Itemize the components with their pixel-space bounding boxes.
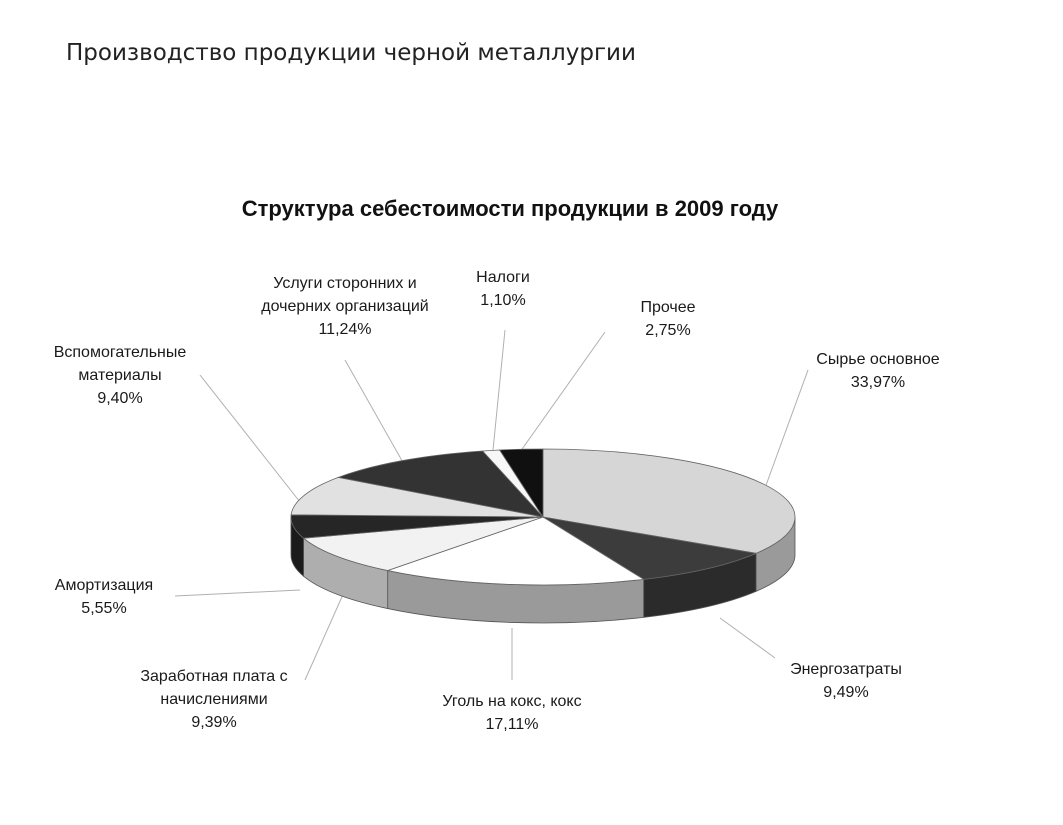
page-heading: Производство продукции черной металлургии xyxy=(66,40,636,66)
leader-line-5 xyxy=(200,375,300,502)
slice-label-name: Энергозатраты xyxy=(790,661,902,678)
slice-label-5 xyxy=(54,341,187,410)
slice-label-name: Амортизация xyxy=(54,577,154,594)
slice-label-value: 9,49% xyxy=(823,684,869,701)
slice-label-value: 11,24% xyxy=(318,321,372,338)
slice-label-value: 1,10% xyxy=(480,292,526,309)
slice-label-name: дочерних организаций xyxy=(261,298,429,315)
slice-label-7 xyxy=(476,266,530,312)
slice-label-0 xyxy=(816,348,939,394)
slice-label-name: Прочее xyxy=(640,299,696,316)
slice-label-name: Вспомогательные xyxy=(53,344,187,361)
slice-label-value: 2,75% xyxy=(645,322,691,339)
leader-line-1 xyxy=(720,618,775,658)
slice-label-name: начислениями xyxy=(160,691,268,708)
slice-label-name: Заработная плата с xyxy=(140,668,288,685)
leader-line-7 xyxy=(493,330,505,450)
slice-label-2 xyxy=(442,690,581,736)
leader-line-6 xyxy=(345,360,405,466)
slice-label-value: 9,40% xyxy=(97,390,143,407)
slice-tops xyxy=(291,449,795,585)
slice-label-value: 17,11% xyxy=(485,716,539,733)
slice-label-name: Сырье основное xyxy=(816,351,940,368)
slice-label-8 xyxy=(640,296,695,342)
slice-label-1 xyxy=(790,658,902,704)
leader-line-4 xyxy=(175,590,300,596)
slice-label-6 xyxy=(261,272,428,341)
slice-label-4 xyxy=(55,574,153,620)
slice-label-name: материалы xyxy=(78,367,162,384)
leader-line-3 xyxy=(305,590,345,680)
chart-title: Структура себестоимости продукции в 2009 году xyxy=(241,196,779,221)
slice-label-name: Налоги xyxy=(476,269,530,286)
leader-line-0 xyxy=(765,370,808,488)
slice-label-3 xyxy=(140,665,287,734)
slice-label-value: 33,97% xyxy=(850,374,906,391)
leader-line-8 xyxy=(520,332,605,452)
slice-label-value: 5,55% xyxy=(81,600,127,617)
slice-label-name: Уголь на кокс, кокс xyxy=(442,693,582,710)
slice-label-value: 9,39% xyxy=(191,714,237,731)
slice-label-name: Услуги сторонних и xyxy=(273,275,417,292)
